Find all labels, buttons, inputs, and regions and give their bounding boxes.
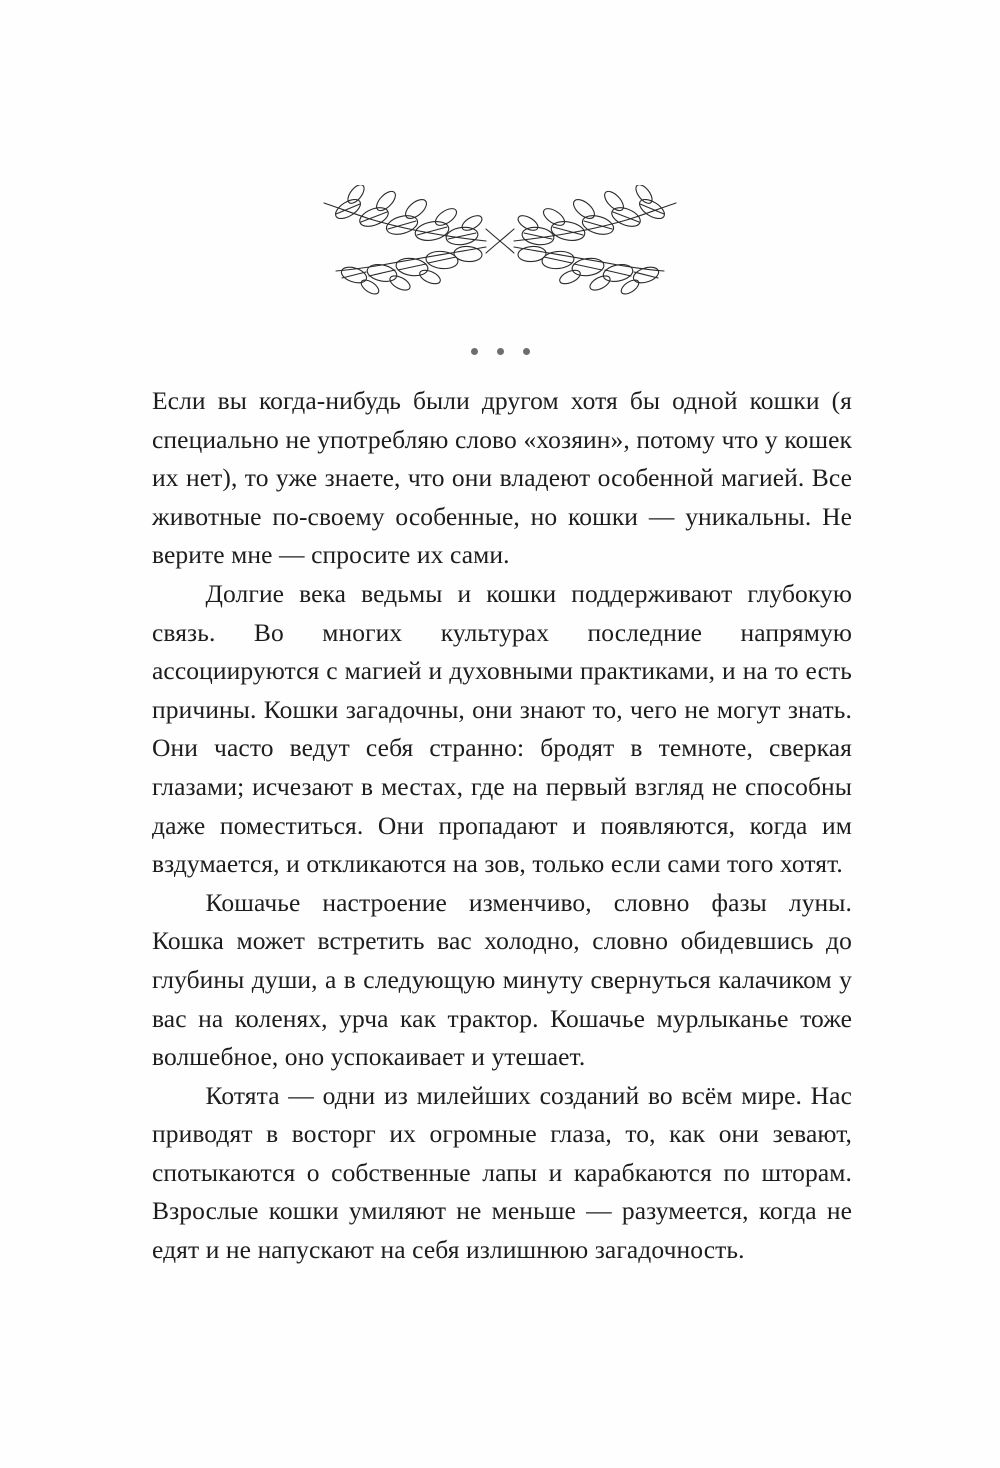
three-dots-separator [0,348,1000,355]
paragraph-3: Кошачье настроение изменчиво, словно фазы луны. Кошка может встретить вас холодно, словно обидевшись до глубины души, а в следующую минуту свернуться калачиком у вас на коленях, урча как трактор. Кошачье мурлыканье тоже волшебное, оно успокаивает и утешает. [152,887,852,1072]
separator-dot [497,348,504,355]
paragraph-4: Котята — одни из милейших созданий во всём мире. Нас приводят в восторг их огромные глаза, то, как они зевают, спотыкаются о собственные лапы и карабкаются по шторам. Взрослые кошки умиляют не меньше — разумеется, когда не едят и не напускают на себя излишнюю загадочность. [152,1080,852,1265]
body-text [152,382,852,1270]
laurel-branches-ornament [290,185,710,295]
separator-dot [523,348,530,355]
separator-dot [471,348,478,355]
paragraph-2: Долгие века ведьмы и кошки поддерживают глубокую связь. Во многих культурах последние напрямую ассоциируются с магией и духовными практиками, и на то есть причины. Кошки загадочны, они знают то, чего не могут знать. Они часто ведут себя странно: бродят в темноте, сверкая глазами; исчезают в местах, где на первый взгляд не способны даже поместиться. Они пропадают и появляются, когда им вздумается, и откликаются на зов, только если сами того хотят. [152,578,852,879]
paragraph-1: Если вы когда-нибудь были другом хотя бы одной кошки (я специально не употребляю слово «хозяин», потому что у кошек их нет), то уже знаете, что они владеют особенной магией. Все животные по-своему особенные, но кошки — уникальны. Не верите мне — спросите их сами. [152,386,852,570]
